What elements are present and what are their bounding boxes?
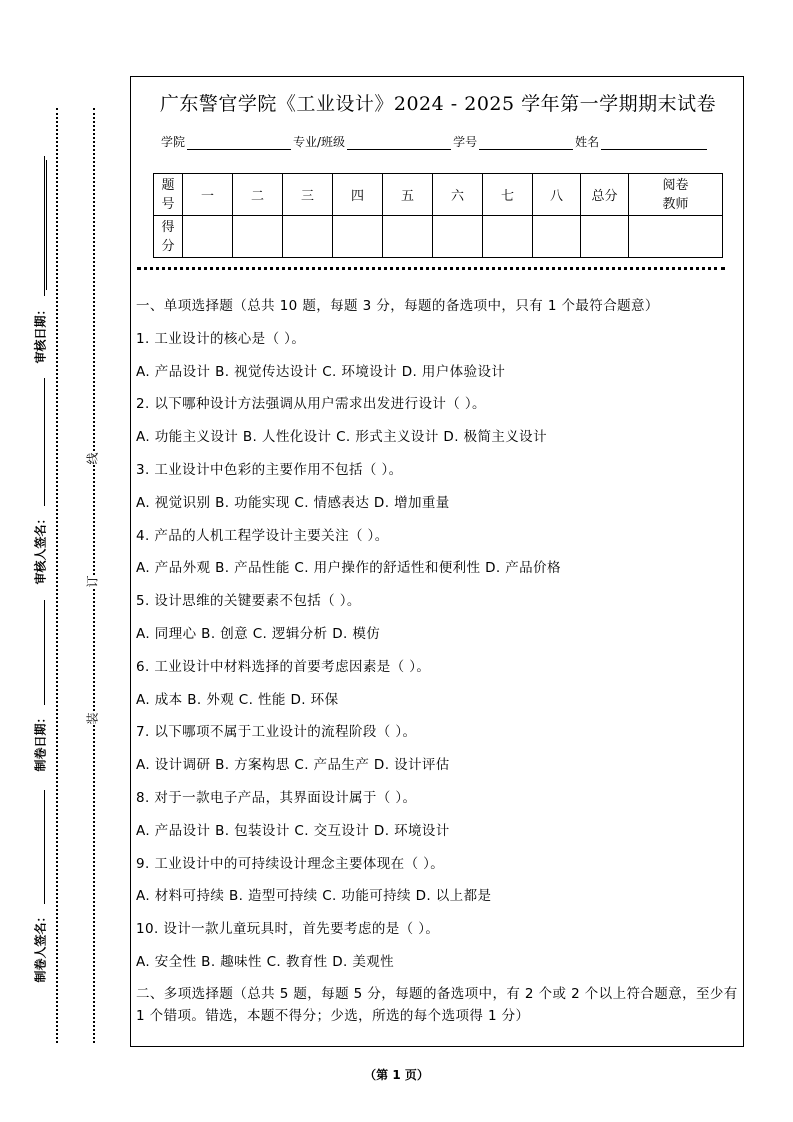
score-cell[interactable] <box>433 216 483 258</box>
student-info-row <box>161 133 709 150</box>
reviewer-sign-label-wrap <box>30 510 50 590</box>
binding-word-xian: 线 <box>85 452 100 465</box>
score-cell-reviewer[interactable] <box>629 216 723 258</box>
dotted-separator <box>137 267 725 270</box>
question-7: 7. 以下哪项不属于工业设计的流程阶段（ ）。 <box>136 724 417 741</box>
name-field[interactable] <box>601 137 707 150</box>
reviewer-sign-label: 审核人签名： <box>33 512 48 585</box>
question-10-options: A. 安全性 B. 趣味性 C. 教育性 D. 美观性 <box>136 953 395 970</box>
question-4: 4. 产品的人机工程学设计主要关注（ ）。 <box>136 527 389 544</box>
question-6-options: A. 成本 B. 外观 C. 性能 D. 环保 <box>136 691 339 708</box>
col-4: 四 <box>333 174 383 216</box>
maker-sign-label: 制卷人签名： <box>33 910 48 983</box>
name-label: 姓名 <box>575 135 600 149</box>
score-cell[interactable] <box>533 216 581 258</box>
score-table-header-row <box>154 174 723 216</box>
question-number-header: 题 号 <box>154 174 183 216</box>
question-9-options: A. 材料可持续 B. 造型可持续 C. 功能可持续 D. 以上都是 <box>136 888 492 905</box>
score-table-score-row <box>154 216 723 258</box>
score-cell[interactable] <box>233 216 283 258</box>
question-2-options: A. 功能主义设计 B. 人性化设计 C. 形式主义设计 D. 极简主义设计 <box>136 429 547 446</box>
question-9: 9. 工业设计中的可持续设计理念主要体现在（ ）。 <box>136 855 445 872</box>
maker-sign-label-wrap <box>30 908 50 988</box>
col-total: 总分 <box>581 174 629 216</box>
major-class-field[interactable] <box>347 137 451 150</box>
score-cell[interactable] <box>283 216 333 258</box>
binding-dotted-line-outer <box>56 108 58 1043</box>
college-label: 学院 <box>161 135 186 149</box>
question-1-options: A. 产品设计 B. 视觉传达设计 C. 环境设计 D. 用户体验设计 <box>136 363 506 380</box>
col-7: 七 <box>483 174 533 216</box>
score-cell[interactable] <box>483 216 533 258</box>
score-table <box>153 173 723 258</box>
col-6: 六 <box>433 174 483 216</box>
maker-sign-underline <box>44 790 45 904</box>
student-id-label: 学号 <box>453 135 478 149</box>
question-8: 8. 对于一款电子产品，其界面设计属于（ ）。 <box>136 789 417 806</box>
question-1: 1. 工业设计的核心是（ ）。 <box>136 330 306 347</box>
reviewer-date-label: 审核日期： <box>33 303 48 364</box>
question-5: 5. 设计思维的关键要素不包括（ ）。 <box>136 593 361 610</box>
score-row-label: 得 分 <box>154 216 183 258</box>
score-cell-total[interactable] <box>581 216 629 258</box>
section2-heading: 二、多项选择题（总共 5 题，每题 5 分，每题的备选项中，有 2 个或 2 个以上符合题意，至少有 1 个错项。错选，本题不得分；少选，所选的每个选项得 1 分） <box>136 985 738 1024</box>
question-6: 6. 工业设计中材料选择的首要考虑因素是（ ）。 <box>136 658 431 675</box>
question-8-options: A. 产品设计 B. 包装设计 C. 交互设计 D. 环境设计 <box>136 822 450 839</box>
page-footer: （第 1 页） <box>364 1068 429 1082</box>
score-cell[interactable] <box>183 216 233 258</box>
question-4-options: A. 产品外观 B. 产品性能 C. 用户操作的舒适性和便利性 D. 产品价格 <box>136 560 561 577</box>
question-10: 10. 设计一款儿童玩具时，首先要考虑的是（ ）。 <box>136 921 440 938</box>
col-5: 五 <box>383 174 433 216</box>
section1-heading: 一、单项选择题（总共 10 题，每题 3 分，每题的备选项中，只有 1 个最符合题意） <box>136 298 659 314</box>
binding-word-zhuang: 装 <box>85 712 100 725</box>
col-1: 一 <box>183 174 233 216</box>
reviewer-date-underline <box>44 156 45 296</box>
score-cell[interactable] <box>383 216 433 258</box>
major-class-label: 专业/班级 <box>293 135 346 149</box>
question-5-options: A. 同理心 B. 创意 C. 逻辑分析 D. 模仿 <box>136 625 381 642</box>
maker-date-label: 制卷日期： <box>33 711 48 772</box>
question-2: 2. 以下哪种设计方法强调从用户需求出发进行设计（ ）。 <box>136 396 486 413</box>
reviewer-date-underline <box>46 160 47 290</box>
reviewer-sign-underline <box>44 378 45 506</box>
binding-word-ding: 订 <box>85 575 100 588</box>
score-cell[interactable] <box>333 216 383 258</box>
col-8: 八 <box>533 174 581 216</box>
question-3: 3. 工业设计中色彩的主要作用不包括（ ）。 <box>136 461 403 478</box>
reviewer-date-label-wrap <box>30 300 50 370</box>
student-id-field[interactable] <box>479 137 573 150</box>
col-3: 三 <box>283 174 333 216</box>
maker-date-label-wrap <box>30 708 50 778</box>
question-3-options: A. 视觉识别 B. 功能实现 C. 情感表达 D. 增加重量 <box>136 494 450 511</box>
col-2: 二 <box>233 174 283 216</box>
college-field[interactable] <box>187 137 291 150</box>
questions-section <box>136 290 740 1027</box>
exam-frame <box>130 76 744 1047</box>
maker-date-underline <box>44 600 45 705</box>
question-7-options: A. 设计调研 B. 方案构思 C. 产品生产 D. 设计评估 <box>136 757 450 774</box>
col-reviewer: 阅卷 教师 <box>629 174 723 216</box>
exam-title: 广东警官学院《工业设计》2024 - 2025 学年第一学期期末试卷 <box>159 93 717 115</box>
